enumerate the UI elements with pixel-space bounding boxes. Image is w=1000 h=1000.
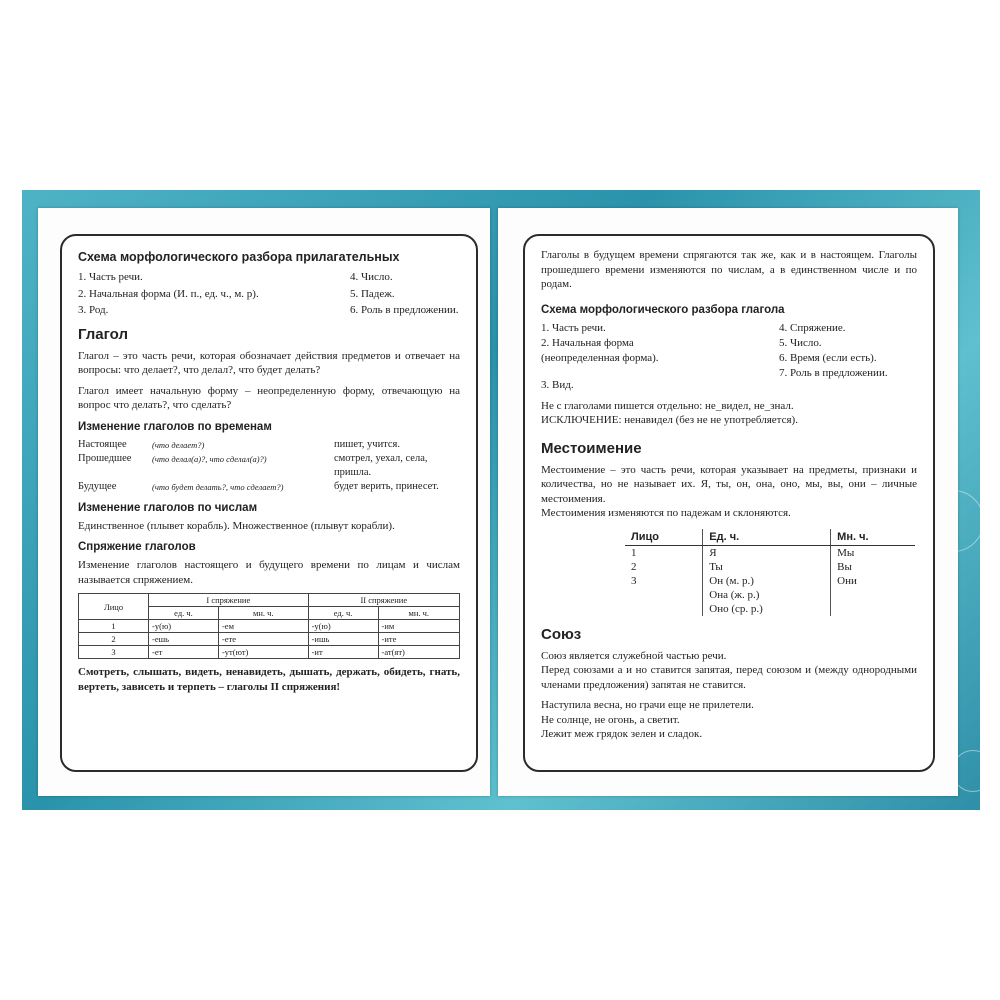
table-cell: Оно (ср. р.) [703, 602, 831, 616]
table-cell: Они [831, 574, 915, 588]
list-item: 5. Падеж. [349, 287, 395, 300]
table-cell: -им [378, 620, 460, 633]
number-title: Изменение глаголов по числам [78, 501, 258, 514]
list-item: 6. Роль в предложении. [349, 304, 459, 316]
table-cell [625, 588, 703, 602]
table-subheader: ед. ч. [308, 607, 378, 620]
verb-title: Глагол [78, 325, 128, 343]
table-cell [831, 602, 915, 616]
exception-rule: ИСКЛЮЧЕНИЕ: ненавидел (без не не употребляется). [541, 414, 798, 426]
table-row [79, 620, 460, 633]
table-subheader: ед. ч. [149, 607, 219, 620]
verb-scheme-list [541, 321, 917, 393]
table-header: I спряжение [149, 594, 309, 607]
tense-examples: будет верить, принесет. [334, 480, 439, 492]
tense-question: (что будет делать?, что сделает?) [152, 481, 284, 492]
exceptions-text: Смотреть, слышать, видеть, ненавидеть, дышать, держать, обидеть, гнать, вертеть, зависеть и терпеть – глаголы II спряжения! [78, 666, 460, 693]
table-header: II спряжение [308, 594, 459, 607]
table-cell: Мы [831, 545, 915, 560]
table-cell: -ат(ят) [378, 646, 460, 659]
table-row [79, 633, 460, 646]
tense-name: Настоящее [78, 438, 127, 450]
list-item: 2. Начальная форма (неопределенная форма). [541, 336, 659, 364]
conjugation-title: Спряжение глаголов [78, 541, 196, 553]
number-text: Единственное (плывет корабль). Множественное (плывут корабли). [78, 519, 395, 532]
table-cell: Он (м. р.) [703, 574, 831, 588]
table-row [625, 574, 915, 588]
union-definition: Союз является служебной частью речи. [541, 649, 727, 662]
table-cell: -у(ю) [149, 620, 219, 633]
table-cell: Вы [831, 560, 915, 574]
right-frame [523, 234, 935, 772]
tense-name: Будущее [78, 480, 117, 492]
table-subheader: мн. ч. [378, 607, 460, 620]
tense-question: (что делал(а)?, что сделал(а)?) [152, 453, 267, 464]
example-line: Лежит меж грядок зелен и сладок. [541, 728, 703, 740]
conjugation-text: Изменение глаголов настоящего и будущего времени по лицам и числам называется спряжением. [78, 559, 460, 586]
pronoun-change: Местоимения изменяются по падежам и склоняются. [541, 507, 791, 519]
table-header: Лицо [79, 594, 149, 620]
ne-rule: Не с глаголами пишется отдельно: не_видел, не_знал. [541, 399, 794, 412]
table-row [625, 588, 915, 602]
table-cell: -у(ю) [308, 620, 378, 633]
list-item: 2. Начальная форма (И. п., ед. ч., м. р). [78, 287, 259, 300]
list-item: 4. Спряжение. [779, 321, 846, 334]
table-cell: 1 [79, 620, 149, 633]
table-row [79, 646, 460, 659]
table-header: Лицо [625, 529, 703, 546]
pronoun-title: Местоимение [541, 439, 642, 457]
table-cell: 1 [631, 546, 637, 559]
tense-examples: пишет, учится. [334, 438, 401, 450]
tense-title: Изменение глаголов по временам [78, 420, 272, 433]
adjective-scheme-title: Схема морфологического разбора прилагательных [78, 250, 400, 264]
table-cell: Она (ж. р.) [703, 588, 831, 602]
verb-scheme-title: Схема морфологического разбора глагола [541, 303, 785, 316]
cover-decoration [952, 750, 994, 792]
list-item: 1. Часть речи. [541, 321, 606, 334]
table-cell: 3 [631, 574, 637, 587]
table-row [625, 602, 915, 616]
table-header: Мн. ч. [831, 529, 915, 546]
table-cell [831, 588, 915, 602]
conjugation-table [78, 593, 460, 659]
table-cell: -ите [378, 633, 460, 646]
table-cell: -ит [308, 646, 378, 659]
table-row [625, 545, 915, 560]
adjective-scheme-list [78, 270, 460, 318]
verb-definition: Глагол – это часть речи, которая обозначает действия предметов и отвечает на вопросы: что делает?, что делал?, что будет делать? [78, 349, 460, 376]
union-rule: Перед союзами а и но ставится запятая, перед союзом и (между однородными членами предложения) запятая не ставится. [541, 664, 917, 691]
table-row [625, 560, 915, 574]
list-item: 1. Часть речи. [78, 271, 143, 283]
table-header: Ед. ч. [703, 529, 831, 546]
table-cell: -ем [218, 620, 308, 633]
example-line: Не солнце, не огонь, а светит. [541, 713, 680, 726]
list-item: 3. Вид. [541, 378, 574, 391]
list-item: 4. Число. [349, 271, 393, 283]
table-cell: -ут(ют) [218, 646, 308, 659]
pronoun-table [625, 529, 915, 616]
table-cell: -ете [218, 633, 308, 646]
tense-name: Прошедшее [78, 452, 132, 464]
pronoun-definition: Местоимение – это часть речи, которая указывает на предметы, признаки и количества, но не называет их. Я, ты, он, она, оно, мы, вы, они – личные местоимения. [541, 463, 917, 505]
tense-list [78, 438, 460, 494]
table-cell: Ты [703, 560, 831, 574]
list-item: 7. Роль в предложении. [779, 366, 888, 379]
future-text: Глаголы в будущем времени спрягаются так же, как и в настоящем. Глаголы прошедшего времени изменяются по числам, а в единственном числе и по родам. [541, 249, 917, 290]
table-subheader: мн. ч. [218, 607, 308, 620]
table-cell: 2 [631, 560, 637, 573]
list-item: 3. Род. [78, 304, 109, 316]
table-cell: -ешь [149, 633, 219, 646]
table-cell: -ишь [308, 633, 378, 646]
tense-examples: смотрел, уехал, села, пришла. [334, 452, 428, 478]
tense-question: (что делает?) [152, 439, 205, 450]
table-cell: Я [703, 545, 831, 560]
example-line: Наступила весна, но грачи еще не прилетели. [541, 699, 754, 711]
list-item: 6. Время (если есть). [779, 351, 877, 364]
table-cell: -ет [149, 646, 219, 659]
table-cell: 3 [79, 646, 149, 659]
list-item: 5. Число. [779, 336, 822, 349]
table-cell [625, 602, 703, 616]
left-frame [60, 234, 478, 772]
table-cell: 2 [79, 633, 149, 646]
verb-infinitive: Глагол имеет начальную форму – неопределенную форму, отвечающую на вопрос что делать?, что сделать? [78, 384, 460, 411]
union-title: Союз [541, 625, 582, 643]
